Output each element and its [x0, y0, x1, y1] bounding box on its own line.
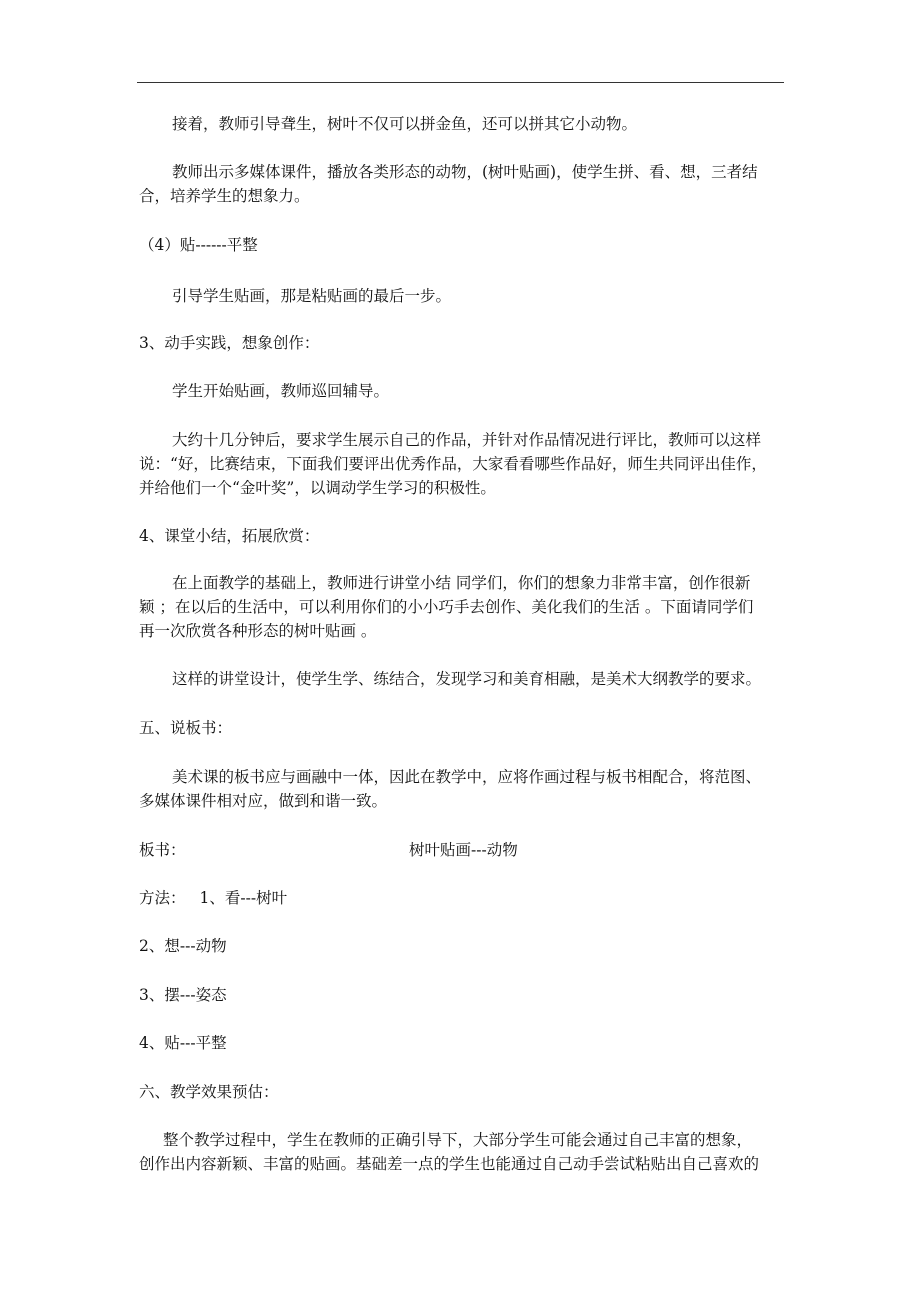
paragraph	[139, 428, 789, 500]
method-label: 方法：	[139, 889, 186, 907]
paragraph-line: 并给他们一个“金叶奖”，以调动学生学习的积极性。	[139, 479, 496, 497]
header-rule	[137, 82, 784, 83]
section-heading: 3、动手实践，想象创作：	[139, 334, 320, 352]
paragraph-line: 再一次欣赏各种形态的树叶贴画 。	[139, 622, 377, 640]
paragraph	[139, 160, 789, 208]
paragraph-line: 整个教学过程中，学生在教师的正确引导下，大部分学生可能会通过自己丰富的想象，	[163, 1131, 753, 1149]
paragraph-line: 教师出示多媒体课件，播放各类形态的动物，(树叶贴画)，使学生拼、看、想，三者结	[172, 163, 758, 181]
paragraph	[139, 1128, 789, 1176]
method-item: 2、想---动物	[139, 937, 227, 955]
paragraph: 学生开始贴画，教师巡回辅导。	[172, 382, 390, 400]
method-item: 3、摆---姿态	[139, 986, 227, 1004]
board-title-line	[139, 838, 789, 862]
paragraph: 引导学生贴画，那是粘贴画的最后一步。	[172, 287, 452, 305]
paragraph	[139, 765, 789, 813]
paragraph-line: 创作出内容新颖、丰富的贴画。基础差一点的学生也能通过自己动手尝试粘贴出自己喜欢的	[139, 1155, 760, 1173]
board-label: 板书：	[139, 841, 186, 859]
section-heading: 4、课堂小结，拓展欣赏：	[139, 527, 320, 545]
section-heading: （4）贴------平整	[139, 236, 258, 254]
paragraph-line: 颖 ；在以后的生活中，可以利用你们的小小巧手去创作、美化我们的生活 。下面请同学们	[139, 598, 754, 616]
paragraph-line: 在上面教学的基础上，教师进行讲堂小结 同学们，你们的想象力非常丰富，创作很新	[172, 574, 751, 592]
paragraph	[139, 571, 789, 643]
paragraph: 这样的讲堂设计，使学生学、练结合，发现学习和美育相融，是美术大纲教学的要求。	[172, 670, 762, 688]
board-title: 树叶贴画---动物	[409, 841, 518, 859]
paragraph-line: 说：“好，比赛结束，下面我们要评出优秀作品，大家看看哪些作品好，师生共同评出佳作，	[139, 455, 767, 473]
section-heading: 五、说板书：	[139, 719, 233, 737]
paragraph: 接着，教师引导聋生，树叶不仅可以拼金鱼，还可以拼其它小动物。	[172, 115, 638, 133]
paragraph-line: 多媒体课件相对应，做到和谐一致。	[139, 792, 388, 810]
method-item: 1、看---树叶	[199, 889, 288, 907]
section-heading: 六、教学效果预估：	[139, 1083, 279, 1101]
paragraph-line: 大约十几分钟后，要求学生展示自己的作品，并针对作品情况进行评比，教师可以这样	[172, 431, 762, 449]
method-line	[139, 886, 789, 910]
paragraph-line: 合，培养学生的想象力。	[139, 187, 310, 205]
paragraph-line: 美术课的板书应与画融中一体，因此在教学中，应将作画过程与板书相配合，将范图、	[172, 768, 762, 786]
method-item: 4、贴---平整	[139, 1034, 227, 1052]
